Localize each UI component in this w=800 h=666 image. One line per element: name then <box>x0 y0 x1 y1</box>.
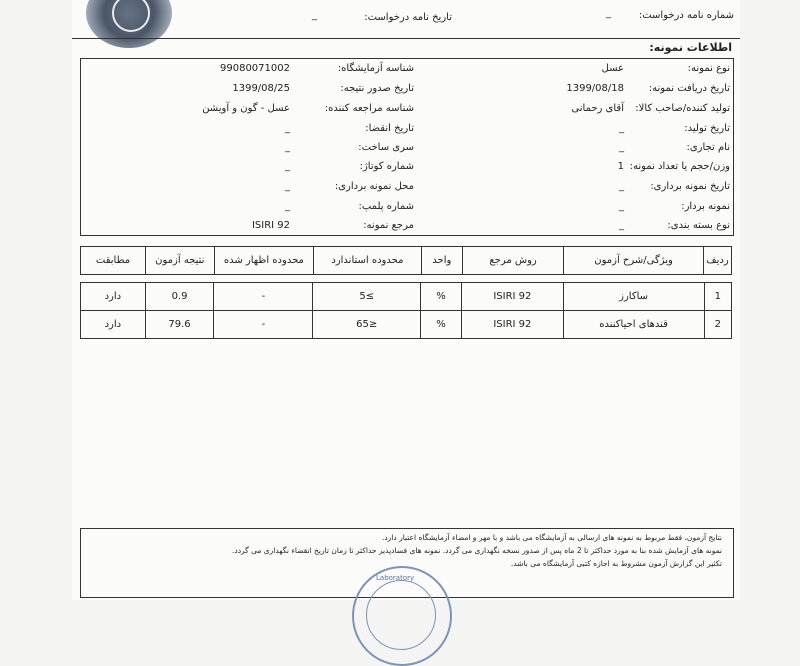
results-body-table <box>80 282 732 339</box>
col-result: نتیجه آزمون <box>146 247 215 275</box>
bottom-seal-text: Laboratory <box>376 574 415 582</box>
sample-right-value-4: _ <box>619 123 624 134</box>
sample-left-value-3: عسل - گون و آویشن <box>202 103 290 114</box>
table-cell: دارد <box>81 311 146 339</box>
sample-left-label-9: مرجع نمونه: <box>363 220 414 231</box>
results-header-row <box>81 247 732 275</box>
section-divider <box>72 38 740 39</box>
sample-left-label-6: شماره کوتاژ: <box>359 161 414 172</box>
sample-left-value-6: _ <box>285 161 290 172</box>
table-cell: 1 <box>704 283 731 311</box>
sample-left-value-7: _ <box>285 181 290 192</box>
note-1: نتایج آزمون، فقط مربوط به نمونه های ارسالی به آزمایشگاه می باشد و با مهر و امضاء آزمایشگاه اعتبار دارد. <box>381 533 722 542</box>
sample-left-label-5: سری ساخت: <box>358 142 414 153</box>
table-cell: - <box>214 311 313 339</box>
col-feature: ویژگی/شرح آزمون <box>564 247 704 275</box>
table-cell: % <box>420 283 461 311</box>
sample-left-value-2: 1399/08/25 <box>232 83 290 94</box>
table-cell: ≥5 <box>313 283 420 311</box>
section-title: اطلاعات نمونه: <box>649 41 732 54</box>
sample-right-value-1: عسل <box>601 63 624 74</box>
sample-left-value-1: 99080071002 <box>220 63 290 74</box>
sample-left-label-3: شناسه مراجعه کننده: <box>324 103 414 114</box>
sample-left-label-8: شماره پلمپ: <box>358 201 414 212</box>
col-standard-range: محدوده استاندارد <box>314 247 421 275</box>
sample-left-value-5: _ <box>285 142 290 153</box>
sample-left-value-8: _ <box>285 201 290 212</box>
sample-right-value-7: _ <box>619 181 624 192</box>
col-method: روش مرجع <box>462 247 563 275</box>
sample-right-value-3: آقای رحمانی <box>571 103 624 114</box>
col-declared-range: محدوده اظهار شده <box>214 247 314 275</box>
table-cell: ISIRI 92 <box>462 283 564 311</box>
sample-right-label-4: تاریخ تولید: <box>684 123 730 134</box>
results-table <box>80 246 732 275</box>
sample-right-label-5: نام تجاری: <box>686 142 730 153</box>
note-2: نمونه های آزمایش شده بنا به مورد حداکثر تا 2 ماه پس از صدور نسخه نگهداری می گردد. نمونه های فسادپذیر حداکثر تا زمان تاریخ انقضاء نگهداری می گردد. <box>231 546 722 555</box>
bottom-seal-inner <box>366 580 436 650</box>
request-number-label: شماره نامه درخواست: <box>638 10 734 21</box>
note-3: تکثیر این گزارش آزمون مشروط به اجازه کتبی آزمایشگاه می باشد. <box>510 559 722 568</box>
sample-right-value-5: _ <box>619 142 624 153</box>
sample-left-value-9: ISIRI 92 <box>251 220 290 231</box>
sample-right-label-2: تاریخ دریافت نمونه: <box>648 83 730 94</box>
sample-right-label-1: نوع نمونه: <box>687 63 730 74</box>
sample-left-label-7: محل نمونه برداری: <box>334 181 414 192</box>
table-cell: دارد <box>81 283 146 311</box>
table-cell: - <box>214 283 313 311</box>
sample-left-label-4: تاریخ انقضا: <box>365 123 414 134</box>
sample-right-label-3: تولید کننده/صاحب کالا: <box>635 103 730 114</box>
col-unit: واحد <box>421 247 462 275</box>
sample-left-label-2: تاریخ صدور نتیجه: <box>340 83 414 94</box>
request-number-value: _ <box>606 8 611 19</box>
sample-right-label-9: نوع بسته بندی: <box>667 220 730 231</box>
request-date-label: تاریخ نامه درخواست: <box>364 12 452 23</box>
request-date-value: _ <box>312 10 317 21</box>
table-cell: قندهای احیاکننده <box>563 311 704 339</box>
table-cell: ≤65 <box>313 311 420 339</box>
table-cell: ISIRI 92 <box>462 311 564 339</box>
col-row: ردیف <box>704 247 732 275</box>
sample-right-label-6: وزن/حجم یا تعداد نمونه: <box>629 161 730 172</box>
sample-right-value-2: 1399/08/18 <box>566 83 624 94</box>
col-compliance: مطابقت <box>81 247 146 275</box>
sample-right-label-8: نمونه بردار: <box>681 201 730 212</box>
table-row <box>81 283 732 311</box>
table-cell: 2 <box>704 311 731 339</box>
table-cell: 79.6 <box>145 311 214 339</box>
table-cell: 0.9 <box>145 283 214 311</box>
table-cell: % <box>420 311 461 339</box>
table-cell: ساکارز <box>563 283 704 311</box>
sample-right-label-7: تاریخ نمونه برداری: <box>650 181 730 192</box>
sample-right-value-8: _ <box>619 201 624 212</box>
sample-left-value-4: _ <box>285 123 290 134</box>
sample-right-value-6: 1 <box>617 161 624 172</box>
table-row <box>81 311 732 339</box>
sample-left-label-1: شناسه آزمایشگاه: <box>337 63 414 74</box>
sample-right-value-9: _ <box>619 220 624 231</box>
